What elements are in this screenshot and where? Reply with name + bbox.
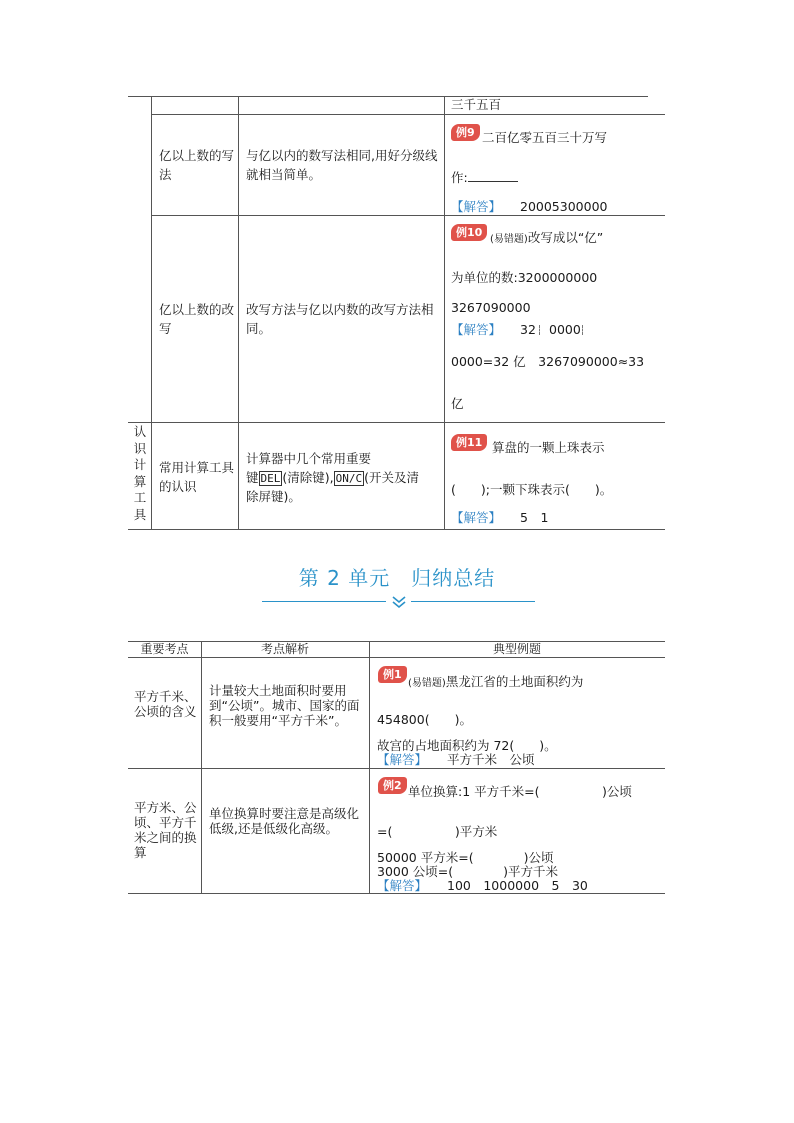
- table-border: [201, 641, 202, 893]
- chevron-double-down-icon: [390, 594, 408, 610]
- example-question: (易错题)改写成以“亿”: [490, 230, 604, 245]
- column-header: 重要考点: [140, 642, 189, 656]
- example-badge: 例10: [451, 224, 487, 241]
- answer-label: 【解答】: [377, 878, 428, 893]
- point-analysis: 单位换算时要注意是高级化低级,还是低级化高级。: [209, 806, 360, 836]
- key-point: 平方米、公顷、平方千米之间的换算: [134, 800, 197, 860]
- key-point: 亿以上数的写法: [159, 148, 235, 182]
- point-analysis: 键 DEL (清除键), ON/C (开关及清: [246, 470, 420, 485]
- title-rule: [262, 601, 386, 602]
- column-header: 考点解析: [260, 642, 309, 656]
- answer-value: 平方千米 公顷: [447, 752, 535, 767]
- example-badge: 例2: [378, 777, 407, 794]
- example-text: 三千五百: [451, 97, 502, 112]
- table-border: [151, 96, 152, 529]
- example-badge: 例9: [451, 124, 480, 141]
- table-border: [128, 96, 648, 97]
- example-question: 算盘的一颗上珠表示: [492, 440, 605, 455]
- table-border: [128, 422, 665, 423]
- example-question: 454800( )。: [377, 712, 472, 727]
- table-border: [128, 657, 665, 658]
- answer-label: 【解答】: [451, 322, 502, 337]
- example-badge: 例11: [451, 434, 487, 451]
- on-c-key: ON/C: [335, 472, 363, 485]
- example-question: 50000 平方米=( )公顷: [377, 850, 554, 865]
- key-point: 亿以上数的改写: [159, 302, 235, 336]
- divider-line: [539, 325, 540, 335]
- section-title: 第 2 单元 归纳总结: [298, 566, 496, 590]
- answer-value: 亿: [451, 396, 464, 411]
- category-label: 认识计算工具: [133, 424, 147, 522]
- example-question: ( );一颗下珠表示( )。: [451, 482, 613, 497]
- answer-value: 0000=32 亿 3267090000≈33: [451, 354, 645, 369]
- answer-value: 20005300000: [520, 199, 608, 214]
- example-badge: 例1: [378, 666, 407, 683]
- point-analysis: 改写方法与亿以内数的改写方法相同。: [246, 302, 434, 336]
- point-analysis: 与亿以内的数写法相同,用好分级线就相当简单。: [246, 148, 438, 182]
- example-question: 故宫的占地面积约为 72( )。: [377, 738, 557, 753]
- key-point: 平方千米、公顷的含义: [134, 689, 197, 719]
- answer-label: 【解答】: [451, 199, 502, 214]
- example-question: 3267090000: [451, 300, 531, 315]
- table-border: [369, 641, 370, 893]
- point-analysis: 除屏键)。: [246, 489, 301, 504]
- point-analysis: 计量较大土地面积时要用到“公顷”。城市、国家的面积一般要用“平方千米”。: [209, 683, 360, 728]
- table-border: [444, 96, 445, 529]
- example-question: 为单位的数:3200000000: [451, 270, 598, 285]
- key-point: 常用计算工具的认识: [159, 460, 235, 494]
- table-border: [128, 529, 665, 530]
- del-key: DEL: [260, 472, 281, 485]
- example-question: 3000 公顷=( )平方千米: [377, 864, 559, 879]
- table-border: [238, 96, 239, 529]
- example-question: 作:: [451, 168, 518, 187]
- example-question: 二百亿零五百三十万写: [482, 130, 608, 145]
- answer-value: 5 1: [520, 510, 549, 525]
- example-question: (易错题)黑龙江省的土地面积约为: [408, 674, 584, 689]
- column-header: 典型例题: [492, 642, 541, 656]
- answer-label: 【解答】: [451, 510, 502, 525]
- point-analysis: 计算器中几个常用重要: [246, 451, 372, 466]
- table-border: [151, 114, 665, 115]
- example-question: =( )平方米: [377, 824, 498, 839]
- answer-value: 32: [520, 322, 536, 337]
- divider-line: [582, 325, 583, 335]
- example-question: 单位换算:1 平方千米=( )公顷: [408, 784, 632, 799]
- answer-value: 0000: [549, 322, 581, 337]
- answer-value: 100 1000000 5 30: [447, 878, 588, 893]
- answer-label: 【解答】: [377, 752, 428, 767]
- title-rule: [411, 601, 535, 602]
